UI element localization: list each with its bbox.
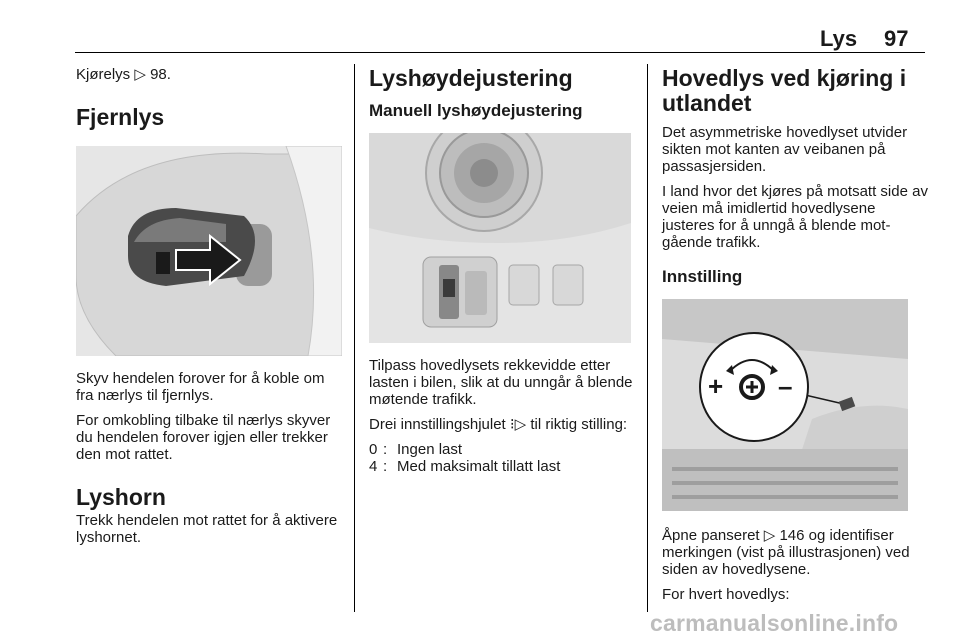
paragraph-utlandet-1: Det asymmetriske hovedlyset utvider sikten mot kanten av veibanen på passasjersiden. (662, 124, 908, 175)
list-item: 0 : Ingen last (369, 441, 463, 458)
header-title: Lys (820, 26, 858, 51)
list-item: 4 : Med maksimalt tillatt last (369, 458, 561, 475)
reference-arrow-icon: ▷ (134, 66, 146, 83)
column-2 (369, 66, 633, 475)
column-3 (662, 66, 928, 611)
paragraph-utlandet-2: I land hvor det kjøres på motsatt side av veien må imidlertid hovedlysene justeres for å unngå å blende motgående trafikk. (662, 183, 928, 251)
column-divider-1 (354, 64, 355, 612)
column-divider-2 (647, 64, 648, 612)
column-1 (76, 66, 344, 554)
svg-text:–: – (778, 371, 793, 401)
paragraph-innstilling-1: Åpne panseret ▷ 146 og identifiser merkingen (vist på illustrasjonen) ved siden av hovedlysene. (662, 527, 910, 578)
svg-text:+: + (708, 371, 724, 401)
page-number: 97 (884, 26, 909, 51)
paragraph-innstilling-2: For hvert hovedlys: (662, 586, 790, 603)
paragraph-fjernlys-2: For omkobling tilbake til nærlys skyver du hendelen forover igjen eller trekker den mot rattet. (76, 412, 331, 463)
header-rule (75, 52, 925, 53)
paragraph-lyshoyde-1: Tilpass hovedlysets rekkevidde etter lasten i bilen, slik at du unngår å blende møtende trafikk. (369, 357, 633, 408)
adjustment-wheel-icon: ⁝▷ (509, 416, 527, 433)
heading-lyshoydejustering: Lyshøydejustering (369, 65, 573, 91)
watermark: carmanualsonline.info (650, 610, 899, 636)
reference-arrow-icon: ▷ (763, 527, 776, 544)
heading-lyshorn: Lyshorn (76, 484, 166, 510)
paragraph-lyshoyde-2: Drei innstillingshjulet ⁝▷ til riktig stilling: (369, 416, 628, 433)
figure-headlight-marking (662, 299, 908, 511)
figure-headlight-stalk (76, 146, 342, 356)
heading-fjernlys: Fjernlys (76, 104, 165, 130)
paragraph-lyshorn: Trekk hendelen mot rattet for å aktivere lyshornet. (76, 512, 338, 546)
cross-reference: Kjørelys ▷ 98. (76, 66, 171, 83)
paragraph-fjernlys-1: Skyv hendelen forover for å koble om fra nærlys til fjernlys. (76, 370, 325, 404)
heading-hovedlys-utlandet: Hovedlys ved kjøring i utlandet (662, 65, 907, 116)
figure-dashboard-controls (369, 133, 631, 343)
subheading-innstilling: Innstilling (662, 267, 743, 286)
subheading-manuell: Manuell lyshøydejustering (369, 101, 583, 120)
